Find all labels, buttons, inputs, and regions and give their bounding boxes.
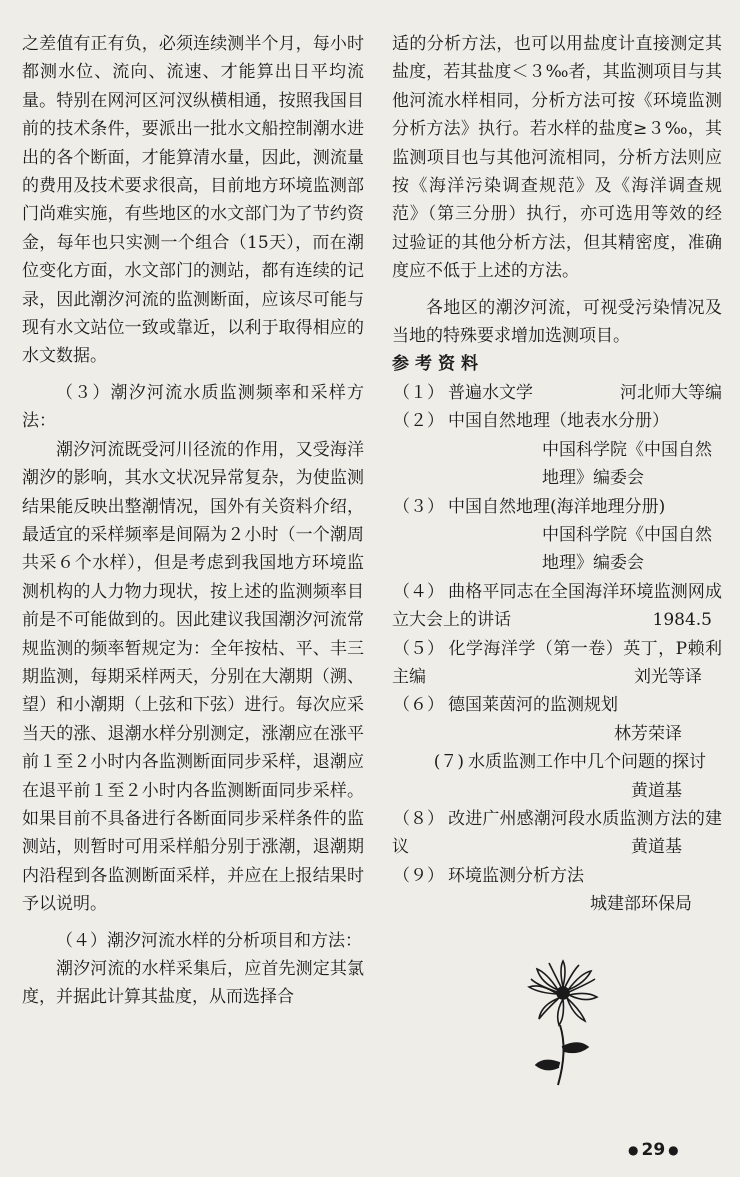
paragraph-extra-items: 各地区的潮汐河流，可视受污染情况及当地的特殊要求增加选测项目。 — [392, 297, 722, 347]
page-number-dot-icon: ● — [668, 1143, 679, 1157]
paragraph-flow-measurement: 之差值有正有负，必须连续测半个月，每小时都测水位、流向、流速、才能算出日平均流量。特别在网河区河汊纵横相通，按照我国目前的技术条件，要派出一批水文船控制潮水进出的各个断面，才能算清水量，因此，测流量的费用及技术要求很高，目前地方环境监测部门尚难实施，有些地区的水文部门为了节约资金，每年也只实测一个组合（15天），而在潮位变化方面，水文部门的测站，都有连续的记录，因此潮汐河流的监测断面，应该尽可能与现有水文站位一致或靠近，以利于取得相应的水文数据。 — [22, 34, 364, 367]
reference-item: (７) 水质监测工作中几个问题的探讨 黄道基 — [433, 752, 706, 801]
reference-item: （６） 德国莱茵河的监测规划 林芳荣译 — [393, 695, 682, 744]
section-heading-4: （４）潮汐河流水样的分析项目和方法： — [56, 930, 362, 951]
page-number-dot-icon: ● — [628, 1143, 639, 1157]
left-column — [22, 30, 364, 1012]
reference-item: （８） 改进广州感潮河段水质监测方法的建议 黄道基 — [392, 808, 722, 858]
chrysanthemum-illustration-icon — [508, 955, 618, 1095]
reference-item: （３） 中国自然地理(海洋地理分册) 中国科学院《中国自然地理》编委会 — [393, 496, 712, 574]
paragraph-sampling-frequency: 潮汐河流既受河川径流的作用，又受海洋潮汐的影响，其水文状况异常复杂，为使监测结果能反映出整潮情况，国外有关资料介绍，最适宜的采样频率是间隔为２小时（一个潮周共采６个水样），但是考虑到我国地方环境监测机构的人力物力现状，按上述的监测频率目前是不可能做到的。因此建议我国潮汐河流常规监测的频率暂规定为：全年按枯、平、丰三期监测，每期采样两天，分别在大潮期（溯、望）和小潮期（上弦和下弦）进行。每次应采当天的涨、退潮水样分别测定，涨潮应在涨平前１至２小时内各监测断面同步采样，退潮应在退平前１至２小时内各监测断面同步采样。如果目前不具备进行各断面同步采样条件的监测站，则暂时可用采样船分别于涨潮，退潮期内沿程到各监测断面采样，并应在上报结果时予以说明。 — [22, 439, 364, 915]
reference-item: （９） 环境监测分析方法 城建部环保局 — [393, 865, 692, 915]
references-title: 参考资料 — [392, 354, 484, 375]
right-column — [392, 30, 722, 919]
reference-item: （２） 中国自然地理（地表水分册） 中国科学院《中国自然地理》编委会 — [393, 411, 712, 489]
section-heading-3: （３）潮汐河流水质监测频率和采样方法： — [22, 382, 364, 432]
page-number: ● 29 ● — [625, 1140, 682, 1160]
reference-item: （１） 普遍水文学 河北师大等编 — [393, 382, 722, 403]
reference-item: （４） 曲格平同志在全国海洋环境监测网成立大会上的讲话 1984.5 — [392, 581, 722, 631]
references-list — [392, 379, 722, 919]
paragraph-analysis-methods: 适的分析方法，也可以用盐度计直接测定其盐度，若其盐度＜３‰者，其监测项目与其他河流水样相同，分析方法可按《环境监测分析方法》执行。若水样的盐度≥３‰，其监测项目也与其他河流相同，分析方法则应按《海洋污染调查规范》及《海洋调查规范》（第三分册）执行，亦可选用等效的经过验证的其他分析方法，但其精密度，准确度应不低于上述的方法。 — [392, 34, 722, 282]
paragraph-analysis-start: 潮汐河流的水样采集后，应首先测定其氯度，并据此计算其盐度，从而选择合 — [22, 959, 364, 1008]
reference-item: （５） 化学海洋学（第一卷）英丁，P赖利主编 刘光等译 — [392, 638, 722, 687]
